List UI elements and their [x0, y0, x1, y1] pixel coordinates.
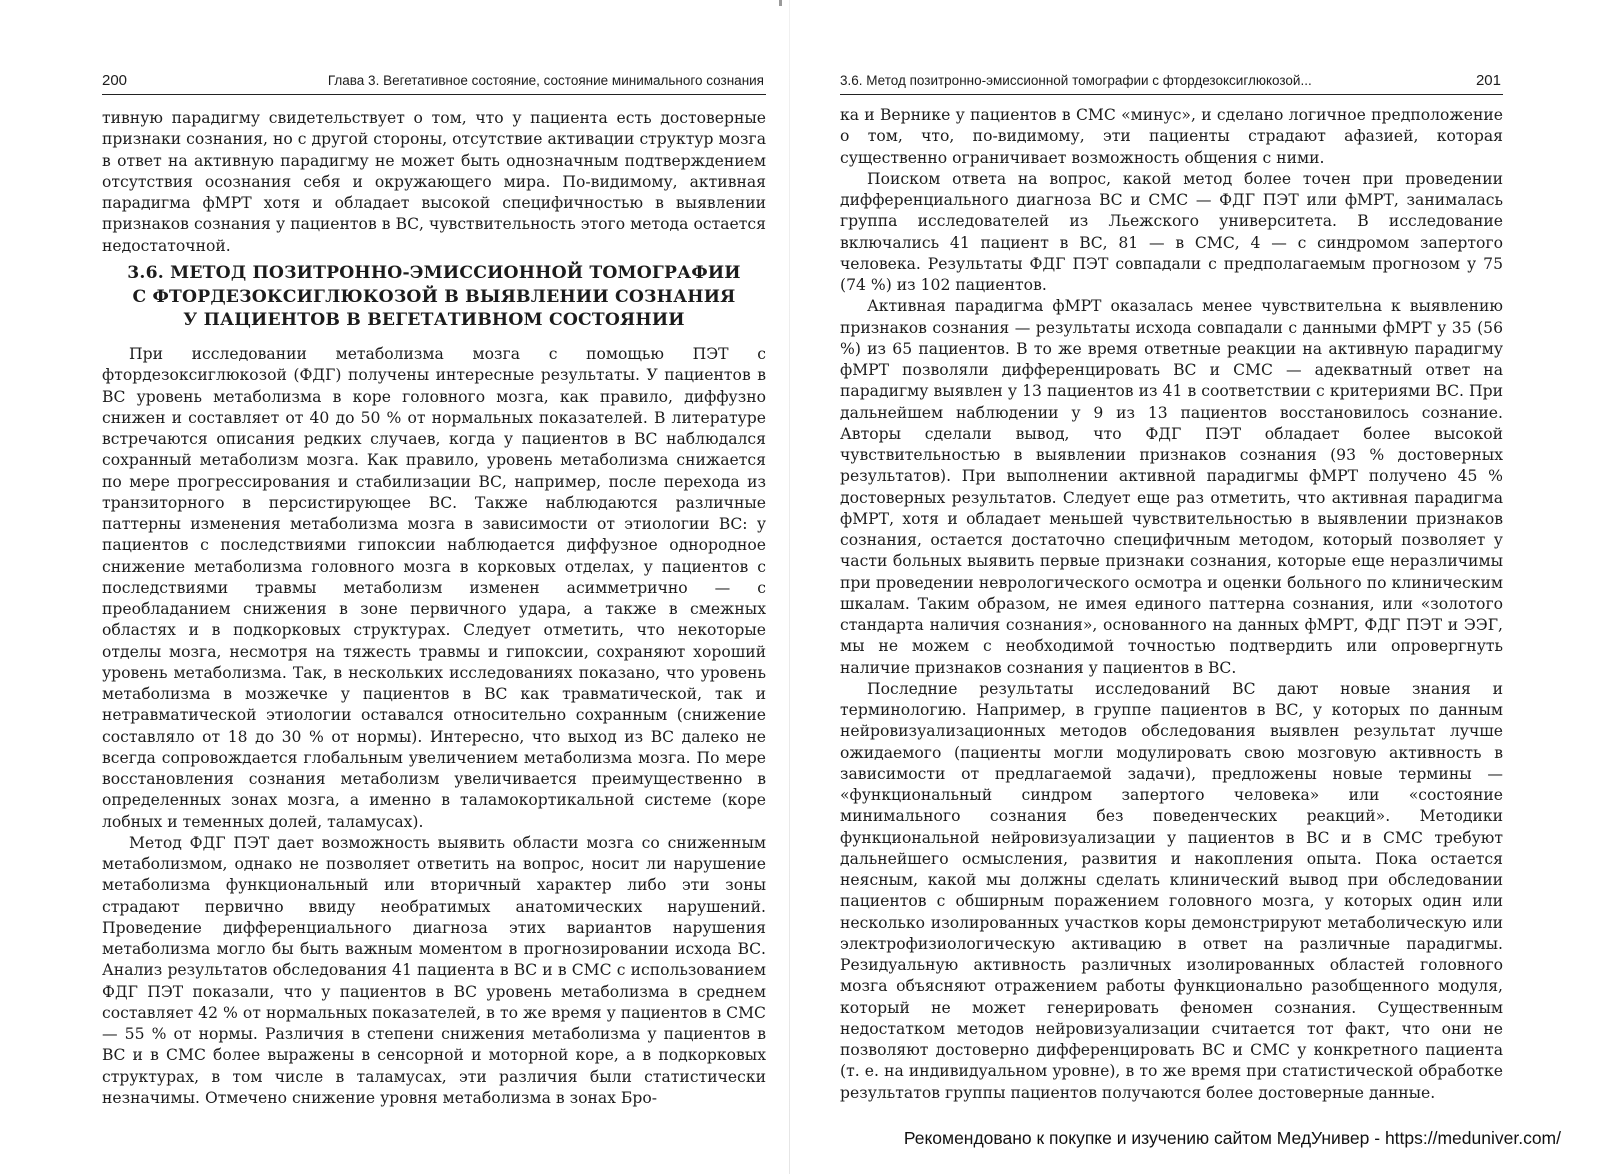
left-top-text [102, 108, 766, 257]
running-head-title-left: Глава 3. Вегетативное состояние, состояние минимального сознания [327, 73, 764, 88]
running-head-right [840, 72, 1503, 95]
continued-paragraph: тивную парадигму свидетельствует о том, что у пациента есть достоверные признаки сознания, но с другой стороны, отсутствие активации структур мозга в ответ на активную парадигму не может быть однозначным подтверждением отсутствия осознания себя и окружающего мира. По-видимому, активная парадигма фМРТ хотя и обладает высокой специфичностью в выявлении признаков сознания у пациентов в ВС, чувствительность этого метода остается недостаточной. [102, 109, 766, 255]
running-head-title-right: 3.6. Метод позитронно-эмиссионной томографии с фтордезоксиглюкозой... [840, 73, 1312, 88]
spine-mark [779, 0, 782, 6]
paragraph: ка и Вернике у пациентов в СМС «минус», и сделано логичное предположение о том, что, по-видимому, эти пациенты страдают афазией, которая существенно ограничивает возможность общения с ними. [840, 106, 1503, 167]
running-head-left [102, 72, 766, 95]
page-number-right: 201 [1475, 72, 1501, 89]
paragraph: Последние результаты исследований ВС дают новые знания и терминологию. Например, в группе пациентов в ВС, у которых по данным нейровизуализационных методов обследования выявлен результат лучше ожидаемого (пациенты могли модулировать свою мозговую активность в зависимости от предлагаемой задачи), предложены новые термины — «функциональный синдром запертого человека» или «состояние минимального сознания без поведенческих реакций». Методики функциональной нейровизуализации у пациентов в ВС и в СМС требуют дальнейшего осмысления, развития и накопления опыта. Пока остается неясным, какой мы должны сделать клинический вывод при обследовании пациентов с обширным поражением головного мозга, у которых один или несколько изолированных участков коры демонстрируют метаболическую или электрофизиологическую активацию в ответ на различные парадигмы. Резидуальную активность различных изолированных областей головного мозга объясняют отражением работы функционально разобщенного модуля, который не может генерировать феномен сознания. Существенным недостатком методов нейровизуализации считается тот факт, что они не позволяют достоверно дифференцировать ВС и СМС у конкретного пациента (т. е. на индивидуальном уровне), в то же время при статистической обработке результатов группы пациентов получаются более достоверные данные. [840, 679, 1503, 1102]
section-heading [102, 262, 766, 333]
paragraph: Активная парадигма фМРТ оказалась менее чувствительна к выявлению признаков сознания — результаты исхода совпадали с данными фМРТ у 35 (56 %) из 65 пациентов. В то же время ответные реакции на активную парадигму фМРТ позволяли дифференцировать ВС и СМС — адекватный ответ на парадигму выявлен у 13 пациентов из 41 в соответствии с критериями ВС. При дальнейшем наблюдении у 9 из 13 пациентов восстановилось сознание. Авторы сделали вывод, что ФДГ ПЭТ обладает более высокой чувствительностью в выявлении признаков сознания (93 % достоверных результатов). При выполнении активной парадигмы фМРТ получено 45 % достоверных результатов. Следует еще раз отметить, что активная парадигма фМРТ, хотя и обладает меньшей чувствительностью в выявлении признаков сознания, остается достаточно специфичным методом, который позволяет у части больных выявить первые признаки сознания, которые еще неразличимы при проведении неврологического осмотра и оценки больного по клиническим шкалам. Таким образом, не имея единого паттерна сознания, или «золотого стандарта наличия сознания», основанного на данных фМРТ, ФДГ ПЭТ и ЭЭГ, мы не можем с необходимой точностью подтвердить или опровергнуть наличие признаков сознания у пациентов в ВС. [840, 297, 1503, 677]
paragraph: Поиском ответа на вопрос, какой метод более точен при проведении дифференциального диагноза ВС и СМС — ФДГ ПЭТ или фМРТ, занималась группа исследователей из Льежского университета. В исследование включались 41 пациент в ВС, 81 — в СМС, 4 — с синдромом запертого человека. Результаты ФДГ ПЭТ совпадали с предполагаемым прогнозом у 75 (74 %) из 102 пациентов. [840, 169, 1503, 294]
section-heading-line-2: С ФТОРДЕЗОКСИГЛЮКОЗОЙ В ВЫЯВЛЕНИИ СОЗНАНИЯ [132, 286, 736, 307]
page-number-left: 200 [102, 72, 128, 89]
section-heading-line-1: 3.6. МЕТОД ПОЗИТРОННО-ЭМИССИОННОЙ ТОМОГРАФИИ [127, 263, 741, 283]
paragraph: При исследовании метаболизма мозга с помощью ПЭТ с фтордезоксиглюкозой (ФДГ) получены интересные результаты. У пациентов в ВС уровень метаболизма в коре головного мозга, как правило, диффузно снижен и составляет от 40 до 50 % от нормальных показателей. В литературе встречаются описания редких случаев, когда у пациентов в ВС наблюдался сохранный метаболизм мозга. Как правило, уровень метаболизма снижается по мере прогрессирования и стабилизации ВС, например, после перехода из транзиторного в персистирующее ВС. Также наблюдаются различные паттерны изменения метаболизма мозга в зависимости от этиологии ВС: у пациентов с последствиями гипоксии наблюдается диффузное однородное снижение метаболизма головного мозга в корковых отделах, у пациентов с последствиями травмы метаболизм изменен асимметрично — с преобладанием снижения в зоне первичного удара, а также в смежных областях и в подкорковых структурах. Следует отметить, что некоторые отделы мозга, несмотря на тяжесть травмы и гипоксии, сохраняют хороший уровень метаболизма. Так, в нескольких исследованиях показано, что уровень метаболизма в мозжечке у пациентов в ВС как травматической, так и нетравматической этиологии оставался относительно сохранным (снижение составляло от 18 до 30 % от нормы). Интересно, что выход из ВС далеко не всегда сопровождается глобальным увеличением метаболизма мозга. По мере восстановления сознания метаболизм увеличивается преимущественно в определенных зонах мозга, а именно в таламокортикальной системе (коре лобных и теменных долей, таламусах). [102, 345, 766, 831]
section-heading-line-3: У ПАЦИЕНТОВ В ВЕГЕТАТИВНОМ СОСТОЯНИИ [183, 310, 685, 330]
paragraph: Метод ФДГ ПЭТ дает возможность выявить области мозга со сниженным метаболизмом, однако не позволяет ответить на вопрос, носит ли нарушение метаболизма функциональный или вторичный характер либо эти зоны страдают первично ввиду необратимых анатомических нарушений. Проведение дифференциального диагноза этих вариантов нарушения метаболизма могло бы быть важным моментом в прогнозировании исхода ВС. Анализ результатов обследования 41 пациента в ВС и в СМС с использованием ФДГ ПЭТ показали, что у пациентов в ВС уровень метаболизма в среднем составляет 42 % от нормальных показателей, в то же время у пациентов в СМС — 55 % от нормы. Различия в степени снижения метаболизма у пациентов в ВС и в СМС более выражены в сенсорной и моторной коре, а в подкорковых структурах, в том числе в таламусах, эти различия были статистически незначимы. Отмечено снижение уровня метаболизма в зонах Бро- [102, 833, 766, 1107]
right-main-text [840, 105, 1503, 1104]
left-main-text [102, 344, 766, 1109]
page-gutter [789, 0, 790, 1174]
recommendation-note: Рекомендовано к покупке и изучению сайтом МедУнивер - https://meduniver.com/ [903, 1128, 1561, 1148]
